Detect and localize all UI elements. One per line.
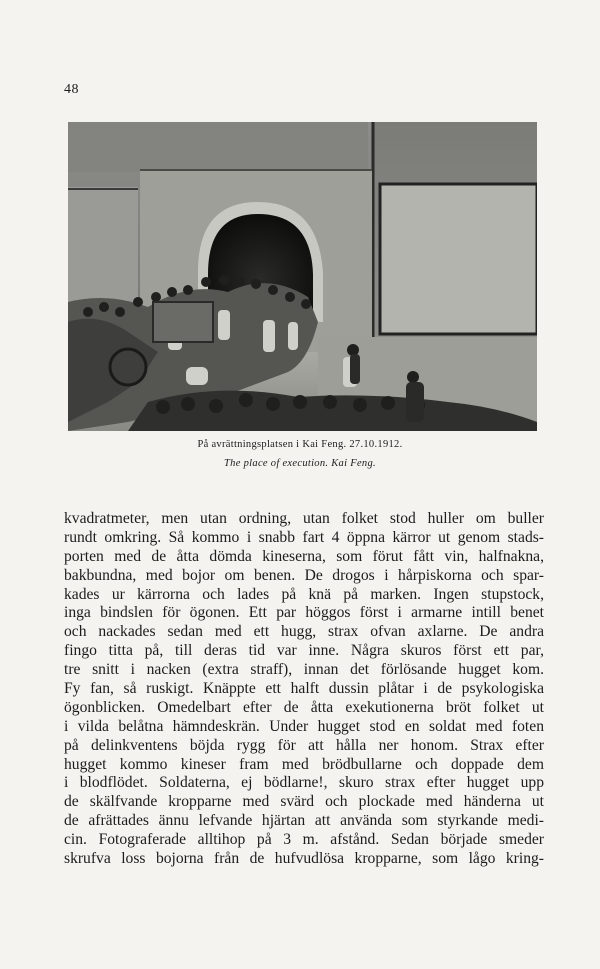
figure-caption-swedish: På avrättningsplatsen i Kai Feng. 27.10.1912.: [197, 439, 403, 450]
text-line: bakbundna, med bojor om benen. De drogos i hårpiskorna och spar-: [64, 566, 544, 584]
text-line: kvadratmeter, men utan ordning, utan folket stod huller om buller: [64, 510, 544, 527]
text-line: kades ur kärrorna och lades på knä på marken. Ingen stupstock,: [64, 585, 544, 603]
text-line: de skälfvande kropparne med svärd och plockade med händerna ut: [64, 793, 544, 811]
text-line: porten med de åtta dömda kineserna, som förut fått vin, halfnakna,: [64, 547, 544, 565]
text-line: på delinkventens böjda rygg för att hålla ner honom. Strax efter: [64, 736, 544, 754]
text-line: i vilda belåtna hämndeskrän. Under hugget stod en soldat med foten: [64, 717, 544, 735]
body-text: [64, 510, 544, 869]
text-line: fingo titta på, till deras tid var inne. Några skuros först ett par,: [64, 642, 544, 660]
text-line: cin. Fotograferade alltihop på 3 m. afstånd. Sedan började smeder: [64, 831, 544, 849]
text-line: inga bindslen för ögonen. Ett par höggos först i armarne intill benet: [64, 604, 544, 622]
text-line: hugget kommo kineser fram med brödbullarne och doppade dem: [64, 755, 544, 773]
text-line: rundt omkring. Så kommo i snabb fart 4 öppna kärror ut genom stads-: [64, 528, 544, 546]
text-line: ögonblicken. Omedelbart efter de åtta exekutionerna bröt folket ut: [64, 698, 544, 716]
text-line: tre snitt i nacken (extra straff), innan det förlösande hugget kom.: [64, 661, 544, 679]
execution-photo: [68, 122, 537, 431]
text-line: och nackades sedan med ett hugg, strax ofvan axlarne. De andra: [64, 623, 544, 641]
text-line: Fy fan, så ruskigt. Knäppte ett halft dussin plåtar i de psykologiska: [64, 680, 544, 698]
page-number: 48: [64, 82, 79, 97]
text-line: i blodflödet. Soldaterna, ej bödlarne!, skuro strax efter hugget upp: [64, 774, 544, 792]
text-line: de afrättades ännu lefvande hjärtan att använda som styrkande medi-: [64, 812, 544, 830]
text-line: skrufva loss bojorna från de hufvudlösa kropparne, som lågo kring-: [64, 850, 544, 868]
figure-caption-english: The place of execution. Kai Feng.: [224, 458, 376, 469]
